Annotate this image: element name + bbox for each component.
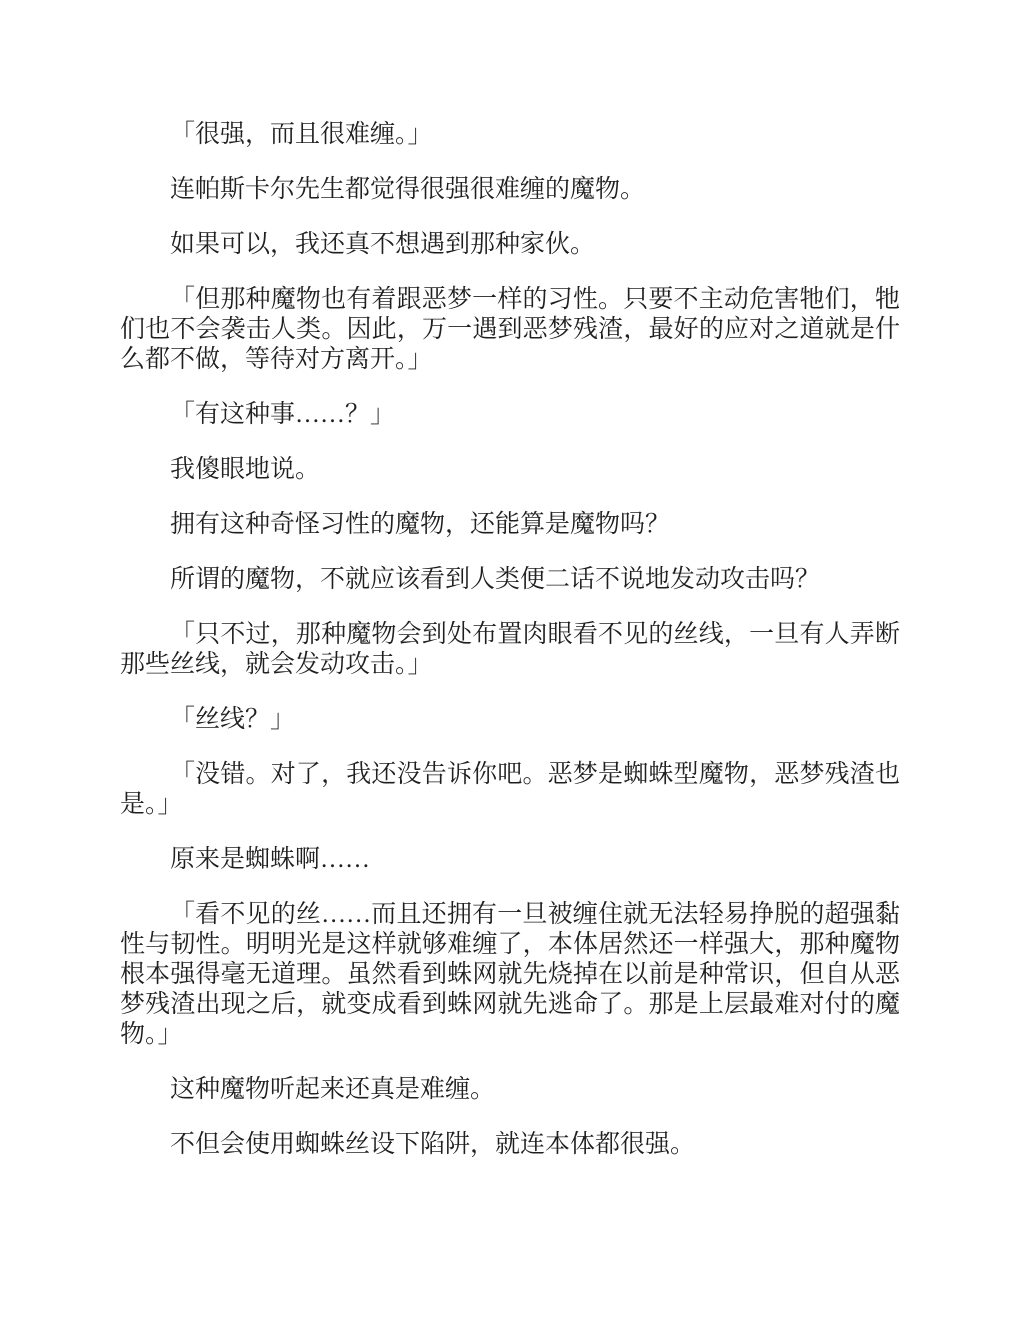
paragraph: 这种魔物听起来还真是难缠。 [170,1076,496,1103]
paragraph: 「看不见的丝……而且还拥有一旦被缠住就无法轻易挣脱的超强黏性与韧性。明明光是这样就够难缠了，本体居然还一样强大，那种魔物根本强得毫无道理。虽然看到蛛网就先烧掉在以前是种常识，但自从恶梦残渣出现之后，就变成看到蛛网就先逃命了。那是上层最难对付的魔物。」 [120,901,900,1048]
paragraph: 「有这种事……？」 [170,401,396,428]
paragraph: 如果可以，我还真不想遇到那种家伙。 [170,231,596,258]
paragraph: 我傻眼地说。 [170,456,321,483]
paragraph: 不但会使用蜘蛛丝设下陷阱，就连本体都很强。 [170,1131,696,1158]
paragraph: 连帕斯卡尔先生都觉得很强很难缠的魔物。 [170,176,646,203]
paragraph: 「没错。对了，我还没告诉你吧。恶梦是蜘蛛型魔物，恶梦残渣也是。」 [120,761,900,818]
page-text [120,120,900,1160]
paragraph: 拥有这种奇怪习性的魔物，还能算是魔物吗？ [170,511,671,538]
paragraph: 所谓的魔物，不就应该看到人类便二话不说地发动攻击吗？ [170,566,821,593]
paragraph: 「很强，而且很难缠。」 [170,121,433,148]
paragraph: 原来是蜘蛛啊…… [170,846,371,873]
paragraph: 「丝线？」 [170,706,296,733]
paragraph: 「但那种魔物也有着跟恶梦一样的习性。只要不主动危害牠们，牠们也不会袭击人类。因此，万一遇到恶梦残渣，最好的应对之道就是什么都不做，等待对方离开。」 [120,286,900,373]
paragraph: 「只不过，那种魔物会到处布置肉眼看不见的丝线，一旦有人弄断那些丝线，就会发动攻击。」 [120,621,900,678]
